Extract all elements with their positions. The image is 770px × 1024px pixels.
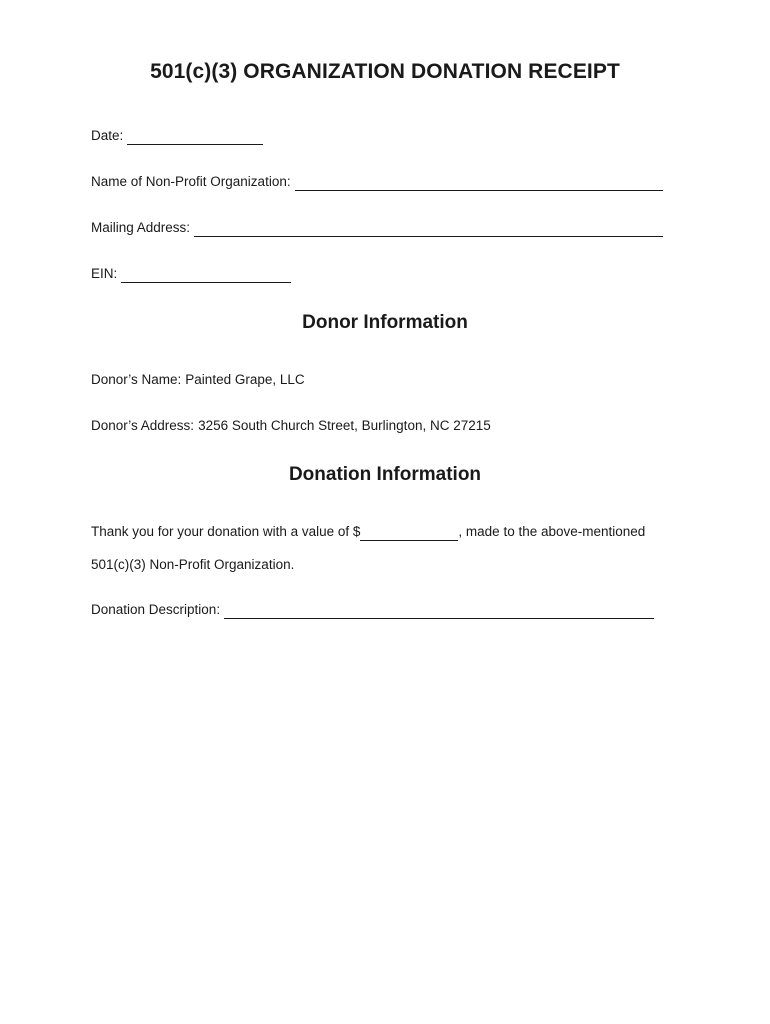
donation-thanks-suffix: , made to the above-mentioned xyxy=(458,524,646,539)
mailing-address-label: Mailing Address: xyxy=(91,220,191,235)
org-name-row xyxy=(91,173,663,191)
donation-thanks-line2-row xyxy=(91,556,294,574)
org-name-label: Name of Non-Profit Organization: xyxy=(91,174,291,189)
donation-information-heading: Donation Information xyxy=(288,464,482,485)
donation-description-row xyxy=(91,601,654,619)
donor-address-row xyxy=(91,417,491,435)
donor-name-value: Painted Grape, LLC xyxy=(185,372,305,387)
donation-thanks-line2: 501(c)(3) Non-Profit Organization. xyxy=(91,557,295,572)
donor-address-label: Donor’s Address: xyxy=(91,418,195,433)
donation-value-field[interactable] xyxy=(360,526,458,541)
org-name-field[interactable] xyxy=(295,176,663,191)
donation-description-field[interactable] xyxy=(224,604,654,619)
donor-name-label: Donor’s Name: xyxy=(91,372,182,387)
donation-description-label: Donation Description: xyxy=(91,602,221,617)
donor-address-value: 3256 South Church Street, Burlington, NC 27215 xyxy=(198,418,491,433)
mailing-address-row xyxy=(91,219,663,237)
donation-thanks-prefix: Thank you for your donation with a value of $ xyxy=(91,524,361,539)
ein-field[interactable] xyxy=(121,268,291,283)
date-row xyxy=(91,127,263,145)
ein-label: EIN: xyxy=(91,266,118,281)
mailing-address-field[interactable] xyxy=(194,222,663,237)
date-label: Date: xyxy=(91,128,124,143)
ein-row xyxy=(91,265,291,283)
donor-name-row xyxy=(91,371,305,389)
page-title: 501(c)(3) ORGANIZATION DONATION RECEIPT xyxy=(150,60,620,83)
donor-information-heading: Donor Information xyxy=(302,312,468,333)
date-field[interactable] xyxy=(127,130,263,145)
donation-value-row xyxy=(91,523,645,541)
